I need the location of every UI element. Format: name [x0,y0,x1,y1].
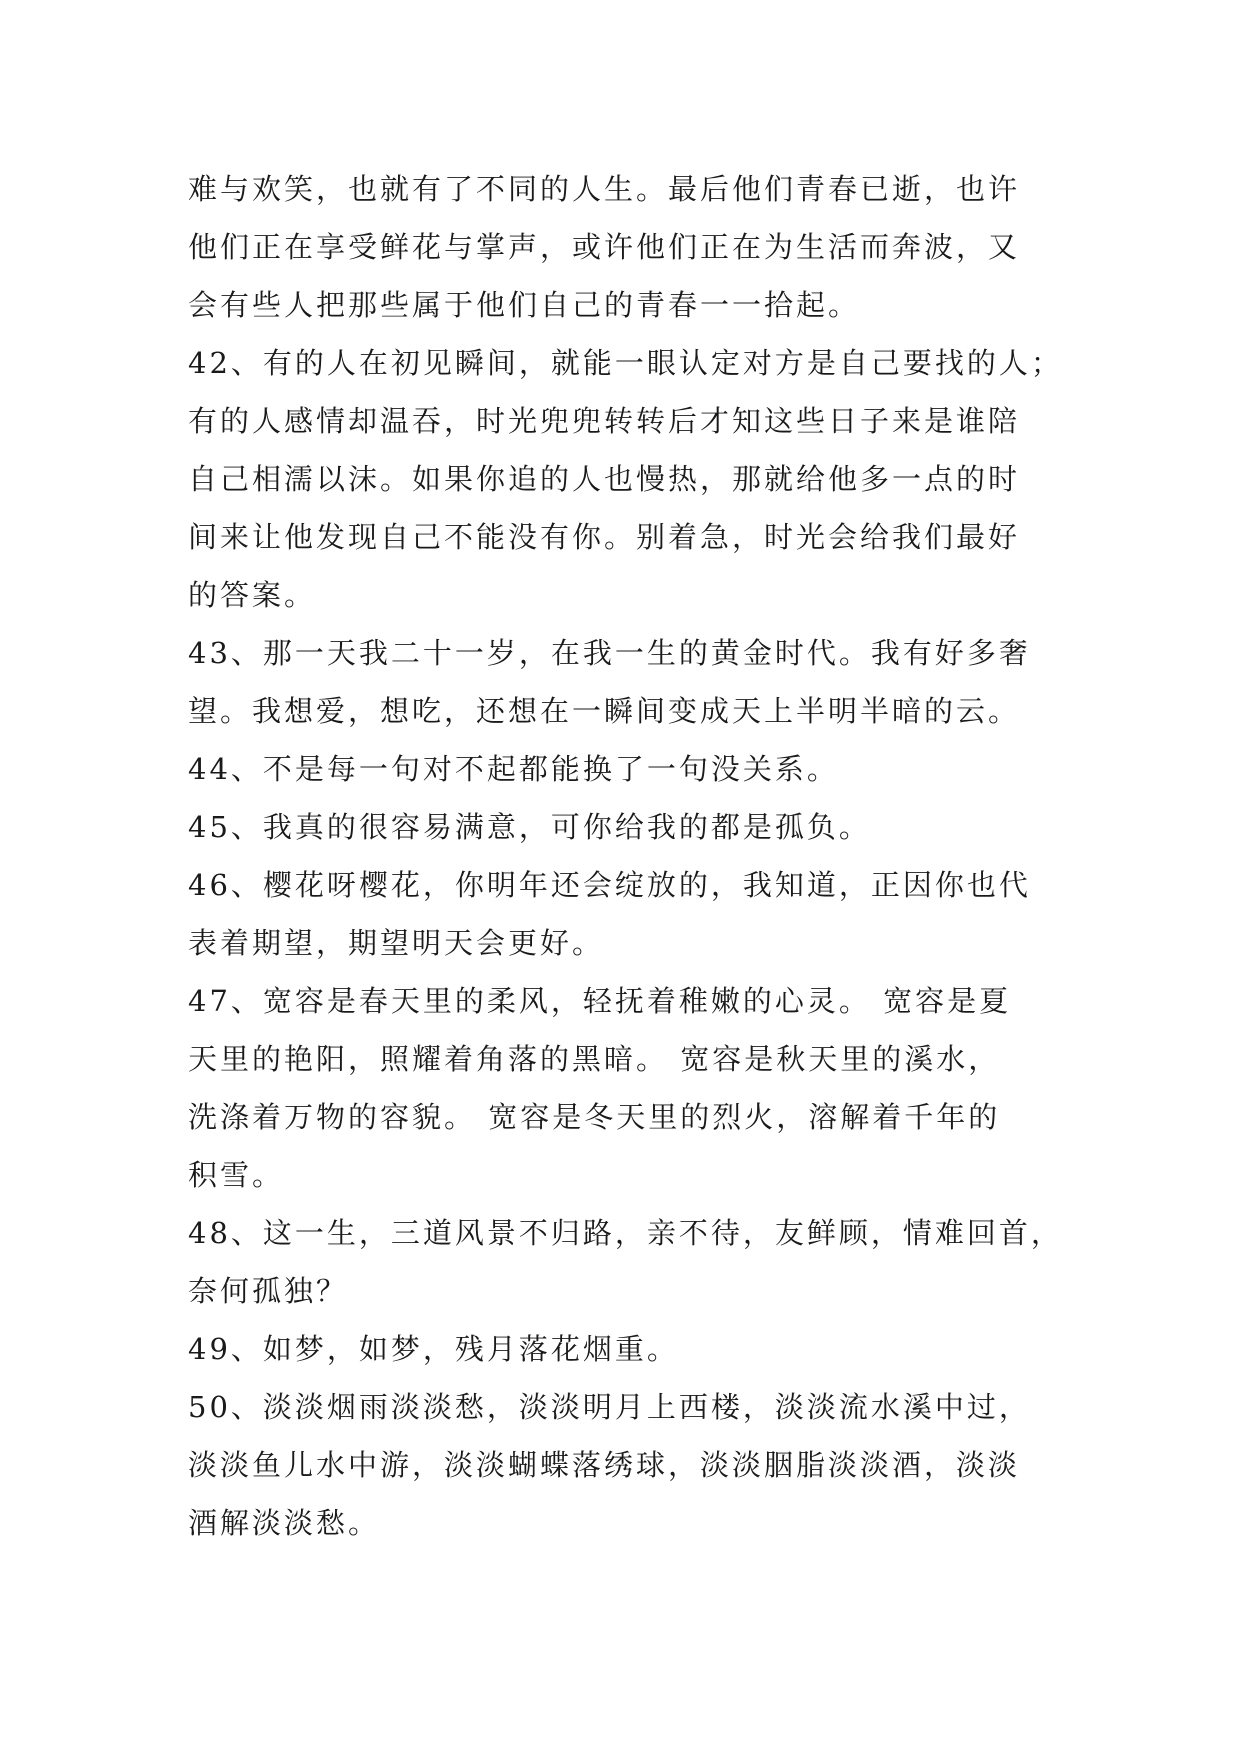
text-line: 他们正在享受鲜花与掌声，或许他们正在为生活而奔波，又 [188,230,1021,264]
text-line: 48、这一生，三道风景不归路，亲不待，友鲜顾，情难回首， [188,1216,1063,1250]
text-line: 会有些人把那些属于他们自己的青春一一拾起。 [188,288,861,322]
text-line: 50、淡淡烟雨淡淡愁，淡淡明月上西楼，淡淡流水溪中过， [188,1390,1031,1424]
text-line: 难与欢笑，也就有了不同的人生。最后他们青春已逝，也许 [188,172,1021,206]
text-line: 望。我想爱，想吃，还想在一瞬间变成天上半明半暗的云。 [188,694,1021,728]
text-line: 表着期望，期望明天会更好。 [188,926,605,960]
text-line: 49、如梦，如梦，残月落花烟重。 [188,1332,679,1366]
text-line: 46、樱花呀樱花，你明年还会绽放的，我知道，正因你也代 [188,868,1031,902]
body-text [188,160,1088,1552]
text-line: 有的人感情却温吞，时光兜兜转转后才知这些日子来是谁陪 [188,404,1021,438]
text-line: 47、宽容是春天里的柔风，轻抚着稚嫩的心灵。 宽容是夏 [188,984,1012,1018]
text-line: 酒解淡淡愁。 [188,1506,381,1540]
text-line: 奈何孤独？ [188,1274,349,1308]
text-line: 自己相濡以沫。如果你追的人也慢热，那就给他多一点的时 [188,462,1021,496]
text-line: 淡淡鱼儿水中游，淡淡蝴蝶落绣球，淡淡胭脂淡淡酒，淡淡 [188,1448,1021,1482]
text-line: 45、我真的很容易满意，可你给我的都是孤负。 [188,810,871,844]
text-line: 的答案。 [188,578,317,612]
text-line: 43、那一天我二十一岁，在我一生的黄金时代。我有好多奢 [188,636,1031,670]
text-line: 洗涤着万物的容貌。 宽容是冬天里的烈火，溶解着千年的 [188,1100,1001,1134]
text-line: 44、不是每一句对不起都能换了一句没关系。 [188,752,839,786]
text-line: 间来让他发现自己不能没有你。别着急，时光会给我们最好 [188,520,1021,554]
text-line: 天里的艳阳，照耀着角落的黑暗。 宽容是秋天里的溪水， [188,1042,1001,1076]
text-line: 42、有的人在初见瞬间，就能一眼认定对方是自己要找的人； [188,346,1063,380]
text-line: 积雪。 [188,1158,285,1192]
